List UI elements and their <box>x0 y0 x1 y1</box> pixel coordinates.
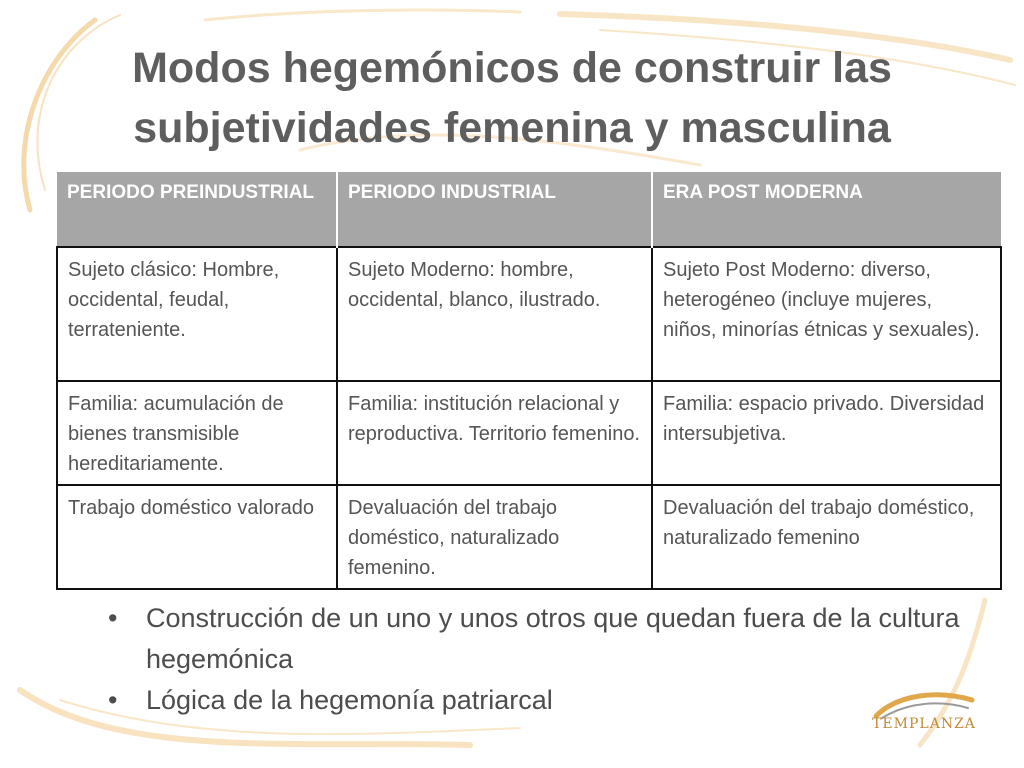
header-preindustrial: PERIODO PREINDUSTRIAL <box>57 172 337 247</box>
bullet-text: Construcción de un uno y unos otros que quedan fuera de la cultura hegemónica <box>146 603 960 674</box>
list-item <box>108 680 988 721</box>
table-row <box>57 381 1001 485</box>
table-cell: Familia: institución relacional y reproductiva. Territorio femenino. <box>337 381 652 485</box>
title-line-1: Modos hegemónicos de construir las <box>132 44 892 92</box>
table-cell: Trabajo doméstico valorado <box>57 485 337 589</box>
table-cell: Familia: acumulación de bienes transmisible hereditariamente. <box>57 381 337 485</box>
table-header-row <box>57 172 1001 247</box>
list-item <box>108 598 988 680</box>
comparison-table <box>56 172 1002 590</box>
table-row <box>57 485 1001 589</box>
table-cell: Sujeto Post Moderno: diverso, heterogéneo (incluye mujeres, niños, minorías étnicas y sexuales). <box>652 247 1001 381</box>
table-cell: Sujeto clásico: Hombre, occidental, feudal, terrateniente. <box>57 247 337 381</box>
bullet-text: Lógica de la hegemonía patriarcal <box>146 685 553 715</box>
bullet-icon: • <box>108 603 118 633</box>
bullet-list <box>108 598 988 721</box>
table-cell: Devaluación del trabajo doméstico, naturalizado femenino. <box>337 485 652 589</box>
title-line-2: subjetividades femenina y masculina <box>133 104 891 152</box>
table-row <box>57 247 1001 381</box>
header-industrial: PERIODO INDUSTRIAL <box>337 172 652 247</box>
slide-title <box>60 38 964 158</box>
logo-text: TEMPLANZA <box>872 716 976 732</box>
table-cell: Devaluación del trabajo doméstico, naturalizado femenino <box>652 485 1001 589</box>
table-cell: Familia: espacio privado. Diversidad intersubjetiva. <box>652 381 1001 485</box>
bullet-icon: • <box>108 685 118 715</box>
header-postmoderna: ERA POST MODERNA <box>652 172 1001 247</box>
templanza-logo <box>868 690 978 742</box>
table-cell: Sujeto Moderno: hombre, occidental, blanco, ilustrado. <box>337 247 652 381</box>
